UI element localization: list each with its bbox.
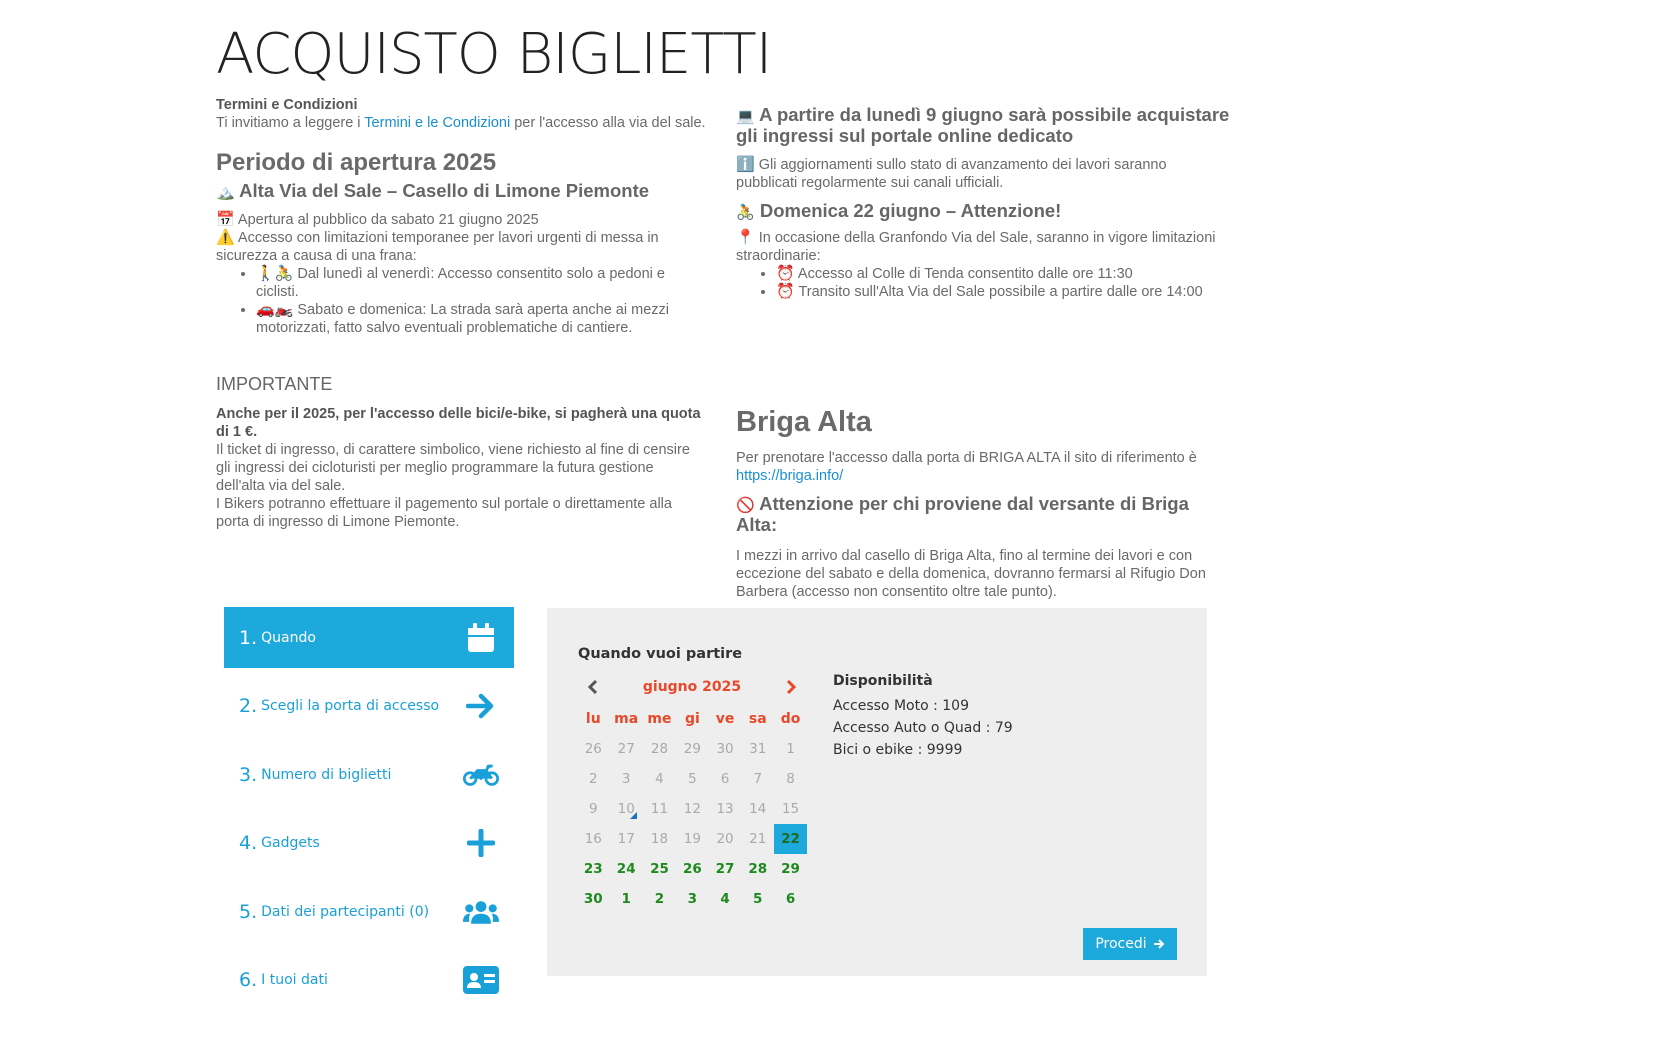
day-cell[interactable]: 25 — [650, 861, 669, 877]
id-card-icon — [463, 962, 499, 998]
no-entry-icon: 🚫 — [736, 497, 755, 514]
availability-title: Disponibilità — [833, 673, 933, 689]
next-month-icon[interactable] — [780, 676, 802, 698]
page-title: ACQUISTO BIGLIETTI — [216, 22, 772, 87]
weekday: sa — [748, 711, 767, 727]
day-cell: 14 — [749, 801, 767, 817]
warning-icon: ⚠️ — [216, 229, 235, 246]
step-partecipanti[interactable]: 5. Dati dei partecipanti (0) — [224, 881, 514, 942]
day-cell: 13 — [716, 801, 734, 817]
step-quando[interactable]: 1. Quando — [224, 607, 514, 668]
day-cell[interactable]: 5 — [753, 891, 763, 907]
day-cell: 16 — [584, 831, 602, 847]
availability-row: Accesso Auto o Quad : 79 — [833, 720, 1013, 736]
day-cell[interactable]: 30 — [583, 891, 603, 907]
info-text: ℹ️ Gli aggiornamenti sullo stato di avanzamento dei lavori saranno pubblicati regolarmente sui canali ufficiali. — [736, 156, 1167, 191]
calendar-icon — [463, 620, 499, 656]
week-row — [577, 734, 807, 764]
day-cell: 17 — [617, 831, 635, 847]
calendar — [577, 674, 807, 914]
day-cell: 20 — [716, 831, 734, 847]
day-cell: 31 — [749, 741, 767, 757]
day-cell: 3 — [621, 771, 631, 787]
briga-link[interactable]: https://briga.info/ — [736, 468, 844, 484]
day-cell[interactable]: 2 — [654, 891, 665, 907]
day-cell-selected[interactable]: 22 — [774, 824, 807, 854]
day-cell: 7 — [753, 771, 763, 787]
booking-panel — [547, 608, 1207, 976]
day-cell: 4 — [655, 771, 664, 787]
week-row — [577, 854, 807, 884]
availability-row: Bici o ebike : 9999 — [833, 742, 963, 758]
weekday-row — [577, 704, 807, 734]
weekday: do — [780, 711, 801, 727]
day-cell[interactable]: 27 — [715, 861, 735, 877]
day-cell: 28 — [650, 741, 669, 757]
terms-text: Ti invitiamo a leggere i Termini e le Condizioni per l'accesso alla via del sale. — [216, 115, 706, 131]
users-icon — [463, 894, 499, 930]
day-cell[interactable]: 24 — [616, 861, 636, 877]
mountain-icon: 🏔️ — [216, 184, 235, 201]
pin-icon: 📍 — [736, 229, 755, 246]
motorcycle-icon — [463, 757, 499, 793]
terms-title: Termini e Condizioni — [216, 97, 358, 113]
day-cell: 27 — [617, 741, 635, 757]
alta-title: 🏔️ Alta Via del Sale – Casello di Limone Piemonte — [216, 180, 650, 201]
briga-section — [736, 405, 1231, 601]
car-motorcycle-icon: 🚗🏍️ — [256, 301, 294, 318]
terms-link[interactable]: Termini e le Condizioni — [364, 115, 511, 131]
week-row — [577, 884, 807, 914]
warn-text: ⚠️ Accesso con limitazioni temporanee per lavori urgenti di messa in sicurezza a causa di una frana: — [216, 229, 659, 264]
right-bullets — [736, 265, 1231, 301]
alarm-clock-icon: ⏰ — [776, 283, 795, 300]
day-cell[interactable]: 4 — [720, 891, 730, 907]
cyclist-icon: 🚴 — [736, 204, 755, 221]
step-porta[interactable]: 2. Scegli la porta di accesso — [224, 675, 514, 736]
day-cell-today: 10 — [610, 794, 643, 824]
important-p1: Il ticket di ingresso, di carattere simbolico, viene richiesto al fine di censire gli ingressi dei cicloturisti per meglio programmare la futura gestione dell'alta via del sale. — [216, 442, 690, 494]
day-cell[interactable]: 23 — [583, 861, 603, 877]
day-cell: 11 — [650, 801, 669, 817]
arrow-right-icon — [1153, 938, 1165, 950]
day-cell: 2 — [588, 771, 598, 787]
step-dati[interactable]: 6. I tuoi dati — [224, 949, 514, 1010]
day-cell[interactable]: 29 — [781, 861, 800, 877]
calendar-grid — [577, 704, 807, 914]
day-cell[interactable]: 1 — [621, 891, 631, 907]
day-cell: 21 — [749, 831, 767, 847]
online-title: 💻 A partire da lunedì 9 giugno sarà possibile acquistare gli ingressi sul portale online dedicato — [736, 104, 1230, 146]
availability-row: Accesso Moto : 109 — [833, 698, 969, 714]
important-title: IMPORTANTE — [216, 374, 333, 394]
alarm-clock-icon: ⏰ — [776, 265, 795, 282]
calendar-header — [577, 674, 807, 702]
weekday: ve — [715, 711, 735, 727]
calendar-title: Quando vuoi partire — [578, 646, 743, 662]
list-item: • 🚶🚴 Dal lunedì al venerdì: Accesso consentito solo a pedoni e ciclisti. — [256, 265, 706, 301]
stop-title: 🚫 Attenzione per chi proviene dal versante di Briga Alta: — [736, 493, 1189, 535]
list-item: • ⏰ Accesso al Colle di Tenda consentito dalle ore 11:30 — [776, 265, 1231, 283]
week-row — [577, 794, 807, 824]
day-cell: 30 — [716, 741, 734, 757]
open-text: 📅 Apertura al pubblico da sabato 21 giugno 2025 — [216, 211, 539, 228]
day-cell[interactable]: 26 — [682, 861, 702, 877]
day-cell: 19 — [683, 831, 701, 847]
period-title: Periodo di apertura 2025 — [216, 149, 497, 176]
step-gadgets[interactable]: 4. Gadgets — [224, 812, 514, 873]
proceed-button[interactable]: Procedi — [1083, 928, 1177, 960]
right-column — [736, 104, 1231, 301]
weekday: lu — [585, 711, 601, 727]
plus-icon — [463, 825, 499, 861]
day-cell: 12 — [683, 801, 701, 817]
week-row — [577, 824, 807, 854]
day-cell: 5 — [688, 771, 697, 787]
day-cell: 9 — [588, 801, 598, 817]
day-cell[interactable]: 3 — [687, 891, 698, 907]
briga-title: Briga Alta — [736, 406, 872, 438]
weekday: me — [647, 711, 672, 727]
day-cell[interactable]: 6 — [785, 891, 796, 907]
sunday-title: 🚴 Domenica 22 giugno – Attenzione! — [736, 200, 1062, 221]
important-bold: Anche per il 2025, per l'accesso delle bici/e-bike, si pagherà una quota di 1 €. — [216, 406, 701, 440]
laptop-icon: 💻 — [736, 108, 755, 125]
stop-text: I mezzi in arrivo dal casello di Briga Alta, fino al termine dei lavori e con eccezione del sabato e della domenica, dovranno fermarsi al Rifugio Don Barbera (accesso non consentito oltre tale punto). — [736, 548, 1206, 600]
day-cell: 18 — [650, 831, 669, 847]
week-row — [577, 764, 807, 794]
day-cell: 1 — [786, 741, 795, 757]
arrow-right-icon — [463, 688, 499, 724]
info-icon: ℹ️ — [736, 156, 755, 173]
left-column — [216, 96, 706, 531]
day-cell: 29 — [683, 741, 701, 757]
day-cell: 8 — [786, 771, 795, 787]
briga-text: Per prenotare l'accesso dalla porta di BRIGA ALTA il sito di riferimento è — [736, 450, 1197, 466]
calendar-month: giugno 2025 — [642, 679, 742, 695]
important-p2: I Bikers potranno effettuare il pagemento sul portale o direttamente alla porta di ingresso di Limone Piemonte. — [216, 496, 672, 530]
calendar-emoji-icon: 📅 — [216, 211, 235, 228]
left-bullets — [216, 265, 706, 337]
pin-text: 📍 In occasione della Granfondo Via del Sale, saranno in vigore limitazioni straordinarie: — [736, 229, 1216, 264]
day-cell: 26 — [584, 741, 602, 757]
pedestrian-cyclist-icon: 🚶🚴 — [256, 265, 294, 282]
weekday: ma — [614, 711, 639, 727]
weekday: gi — [684, 711, 700, 727]
day-cell: 6 — [720, 771, 730, 787]
list-item: • 🚗🏍️ Sabato e domenica: La strada sarà aperta anche ai mezzi motorizzati, fatto salvo eventuali problematiche di cantiere. — [256, 301, 706, 337]
day-cell: 15 — [781, 801, 800, 817]
list-item: • ⏰ Transito sull'Alta Via del Sale possibile a partire dalle ore 14:00 — [776, 283, 1231, 301]
step-biglietti[interactable]: 3. Numero di biglietti — [224, 744, 514, 805]
day-cell[interactable]: 28 — [748, 861, 768, 877]
availability — [833, 670, 1013, 761]
